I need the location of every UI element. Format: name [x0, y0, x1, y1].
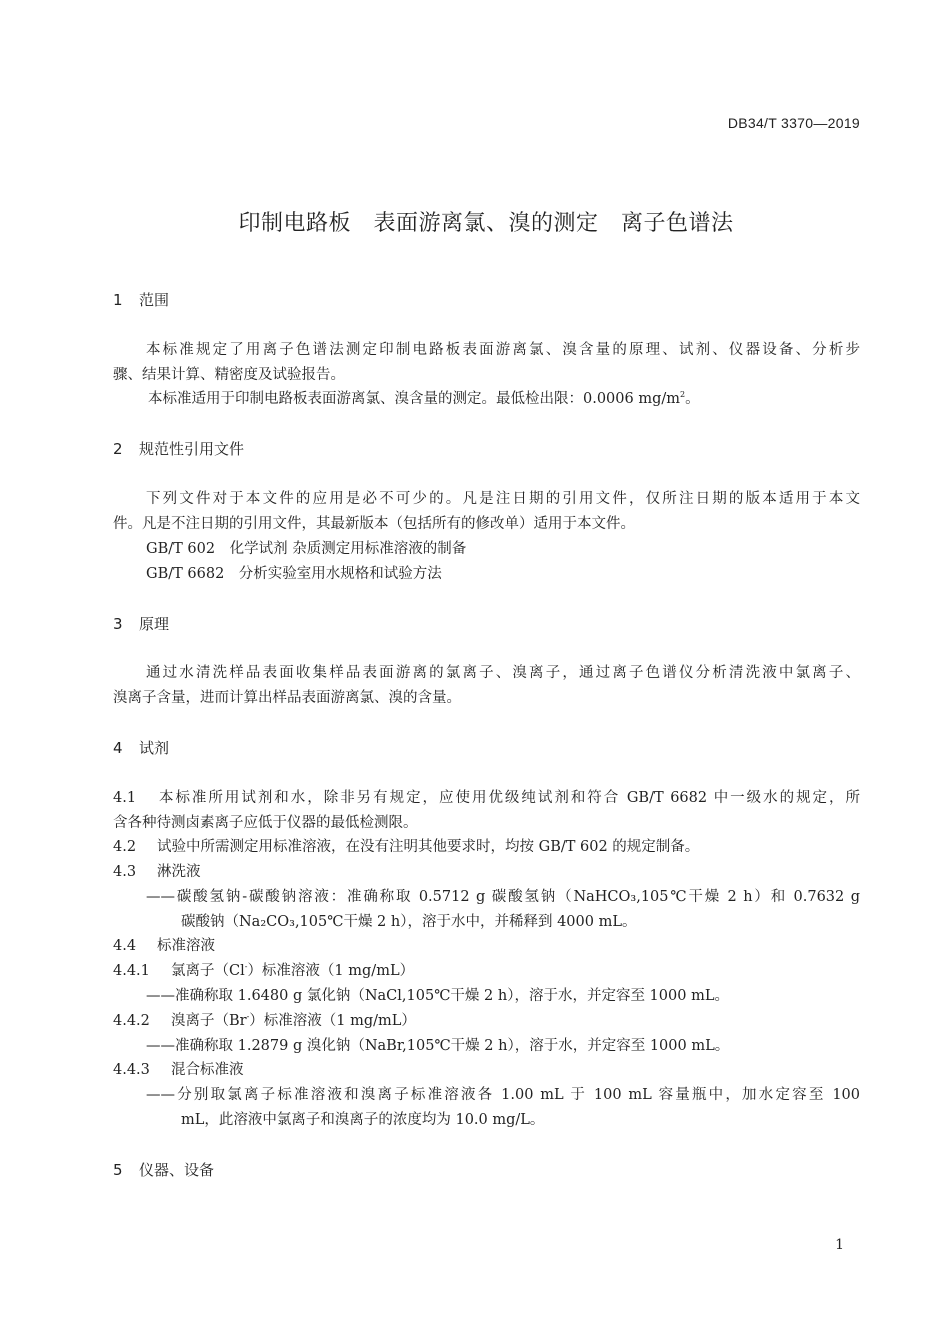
paragraph: 通过水清洗样品表面收集样品表面游离的氯离子、溴离子，通过离子色谱仪分析清洗液中氯离子、 [146, 665, 860, 681]
paragraph: 骤、结果计算、精密度及试验报告。 [113, 367, 345, 383]
section-number: 1 [113, 291, 123, 309]
section-number: 3 [113, 615, 123, 633]
clause-4-4-1-detail: ——准确称取 1.6480 g 氯化钠（NaCl,105℃干燥 2 h），溶于水，并定容至 1000 mL。 [146, 988, 729, 1004]
clause-4-2: 4.2 试验中所需测定用标准溶液，在没有注明其他要求时，均按 GB/T 602 的规定制备。 [113, 839, 700, 855]
section-2-heading [113, 438, 244, 459]
clause-4-1-cont: 含各种待测卤素离子应低于仪器的最低检测限。 [113, 815, 418, 831]
clause-4-4-2-detail: ——准确称取 1.2879 g 溴化钠（NaBr,105℃干燥 2 h），溶于水，并定容至 1000 mL。 [146, 1038, 730, 1054]
document-title: 印制电路板 表面游离氯、溴的测定 离子色谱法 [238, 211, 734, 236]
paragraph: 件。凡是不注日期的引用文件，其最新版本（包括所有的修改单）适用于本文件。 [113, 516, 635, 532]
section-number: 5 [113, 1161, 123, 1179]
clause-4-3-detail: ——碳酸氢钠-碳酸钠溶液：准确称取 0.5712 g 碳酸氢钠（NaHCO₃,105℃干燥 2 h）和 0.7632 g [146, 889, 860, 905]
paragraph: 溴离子含量，进而计算出样品表面游离氯、溴的含量。 [113, 690, 461, 706]
page-number: 1 [835, 1237, 844, 1253]
clause-4-3: 4.3 淋洗液 [113, 864, 201, 880]
clause-4-1: 4.1 本标准所用试剂和水，除非另有规定，应使用优级纯试剂和符合 GB/T 6682 中一级水的规定，所 [113, 790, 860, 806]
paragraph: 本标准适用于印制电路板表面游离氯、溴含量的测定。最低检出限：0.0006 $mg/m^2$。 [148, 390, 700, 407]
section-title: 原理 [139, 615, 170, 633]
section-title: 仪器、设备 [139, 1161, 215, 1179]
section-1-heading [113, 289, 169, 310]
clause-4-4-3-detail-cont: mL，此溶液中氯离子和溴离子的浓度均为 10.0 mg/L。 [181, 1112, 545, 1128]
paragraph: 本标准规定了用离子色谱法测定印制电路板表面游离氯、溴含量的原理、试剂、仪器设备、分析步 [146, 342, 860, 358]
section-title: 范围 [139, 291, 170, 309]
section-5-heading [113, 1159, 214, 1180]
section-title: 规范性引用文件 [139, 440, 245, 458]
clause-4-4-1: 4.4.1 氯离子（Cl-）标准溶液（1 mg/mL） [113, 962, 415, 979]
section-3-heading [113, 613, 169, 634]
clause-4-3-detail-cont: 碳酸钠（Na₂CO₃,105℃干燥 2 h），溶于水中，并稀释到 4000 mL。 [181, 914, 637, 930]
section-number: 4 [113, 739, 123, 757]
paragraph: 下列文件对于本文件的应用是必不可少的。凡是注日期的引用文件，仅所注日期的版本适用于本文 [146, 491, 860, 507]
reference-item: GB/T 6682 分析实验室用水规格和试验方法 [146, 566, 442, 582]
clause-4-4-3: 4.4.3 混合标准液 [113, 1062, 244, 1078]
standard-code: DB34/T 3370—2019 [727, 115, 860, 131]
section-number: 2 [113, 440, 123, 458]
clause-4-4-3-detail: ——分别取氯离子标准溶液和溴离子标准溶液各 1.00 mL 于 100 mL 容量瓶中，加水定容至 100 [146, 1087, 860, 1103]
reference-item: GB/T 602 化学试剂 杂质测定用标准溶液的制备 [146, 541, 467, 557]
section-title: 试剂 [139, 739, 170, 757]
clause-4-4-2: 4.4.2 溴离子（Br-）标准溶液（1 mg/mL） [113, 1012, 416, 1029]
section-4-heading [113, 737, 169, 758]
clause-4-4: 4.4 标准溶液 [113, 938, 215, 954]
